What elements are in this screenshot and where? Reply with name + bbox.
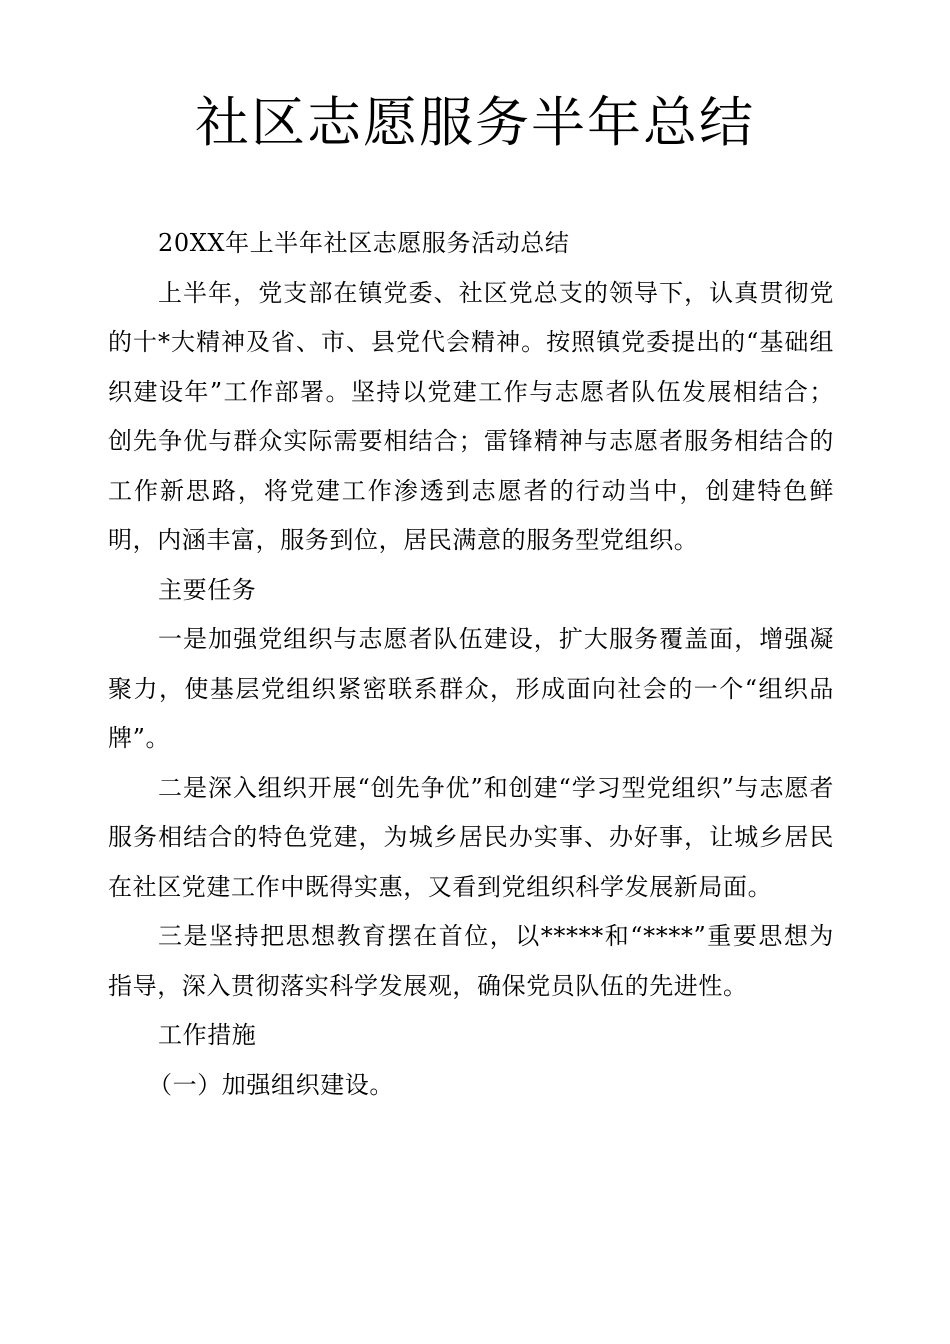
paragraph-subtitle: 20XX年上半年社区志愿服务活动总结 [158, 229, 570, 257]
paragraph-task-two: 二是深入组织开展“创先争优”和创建“学习型党组织”与志愿者服务相结合的特色党建，为城乡居民办实事、办好事，让城乡居民在社区党建工作中既得实惠，又看到党组织科学发展新局面。 [108, 773, 834, 901]
heading-work-measures: 工作措施 [158, 1021, 257, 1049]
document-body [108, 219, 834, 1110]
heading-measure-one: （一）加强组织建设。 [148, 1070, 394, 1099]
paragraph-intro: 上半年，党支部在镇党委、社区党总支的领导下，认真贯彻党的十*大精神及省、市、县党代会精神。按照镇党委提出的“基础组织建设年”工作部署。坚持以党建工作与志愿者队伍发展相结合；创先争优与群众实际需要相结合；雷锋精神与志愿者服务相结合的工作新思路，将党建工作渗透到志愿者的行动当中，创建特色鲜明，内涵丰富，服务到位，居民满意的服务型党组织。 [108, 278, 834, 554]
paragraph-task-three: 三是坚持把思想教育摆在首位，以*****和“****”重要思想为指导，深入贯彻落实科学发展观，确保党员队伍的先进性。 [108, 922, 834, 1000]
document-title: 社区志愿服务半年总结 [195, 91, 755, 154]
paragraph-task-one: 一是加强党组织与志愿者队伍建设，扩大服务覆盖面，增强凝聚力，使基层党组织紧密联系群众，形成面向社会的一个“组织品牌”。 [108, 625, 834, 752]
heading-main-tasks: 主要任务 [158, 575, 257, 604]
